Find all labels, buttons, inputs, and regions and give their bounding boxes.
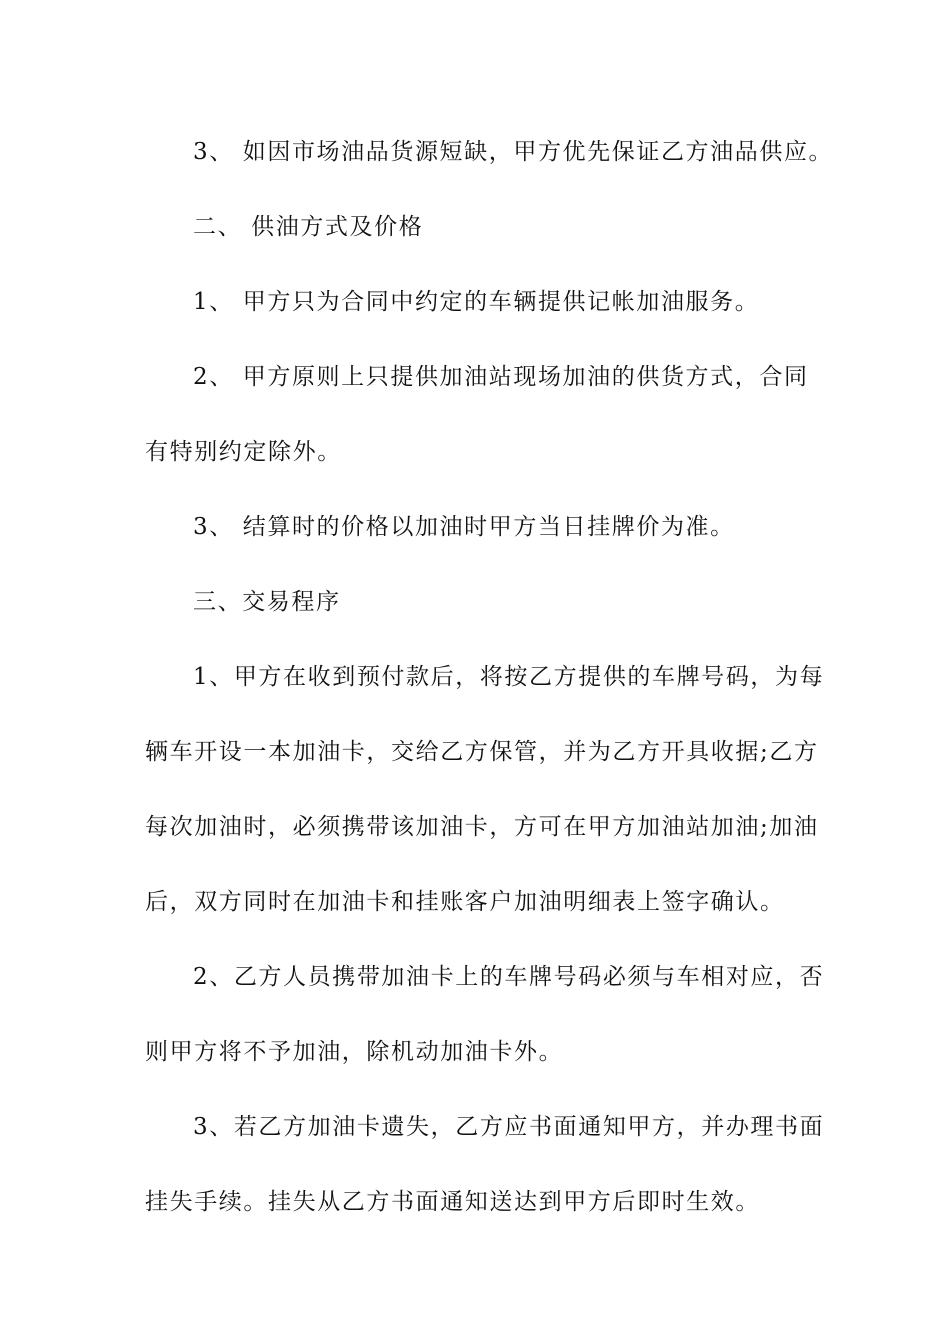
document-body — [145, 128, 834, 1253]
paragraph-line: 有特别约定除外。 — [145, 439, 342, 465]
paragraph-line: 3、 结算时的价格以加油时甲方当日挂牌价为准。 — [193, 514, 735, 540]
paragraph-line: 辆车开设一本加油卡，交给乙方保管，并为乙方开具收据;乙方 — [145, 739, 819, 765]
paragraph-line: 3、若乙方加油卡遗失，乙方应书面通知甲方，并办理书面 — [193, 1114, 825, 1140]
section-heading: 二、 供油方式及价格 — [193, 214, 424, 240]
section-heading: 三、交易程序 — [193, 589, 341, 615]
paragraph-line: 2、乙方人员携带加油卡上的车牌号码必须与车相对应，否 — [193, 964, 825, 990]
paragraph-line: 1、 甲方只为合同中约定的车辆提供记帐加油服务。 — [193, 289, 760, 315]
paragraph-line: 后，双方同时在加油卡和挂账客户加油明细表上签字确认。 — [145, 889, 785, 915]
paragraph-line: 3、 如因市场油品货源短缺，甲方优先保证乙方油品供应。 — [193, 139, 834, 165]
paragraph-line: 挂失手续。挂失从乙方书面通知送达到甲方后即时生效。 — [145, 1189, 760, 1215]
paragraph-line: 2、 甲方原则上只提供加油站现场加油的供货方式，合同 — [193, 364, 809, 390]
paragraph-line: 每次加油时，必须携带该加油卡，方可在甲方加油站加油;加油 — [145, 814, 819, 840]
paragraph-line: 1、甲方在收到预付款后，将按乙方提供的车牌号码，为每 — [193, 664, 825, 690]
paragraph-line: 则甲方将不予加油，除机动加油卡外。 — [145, 1039, 564, 1065]
